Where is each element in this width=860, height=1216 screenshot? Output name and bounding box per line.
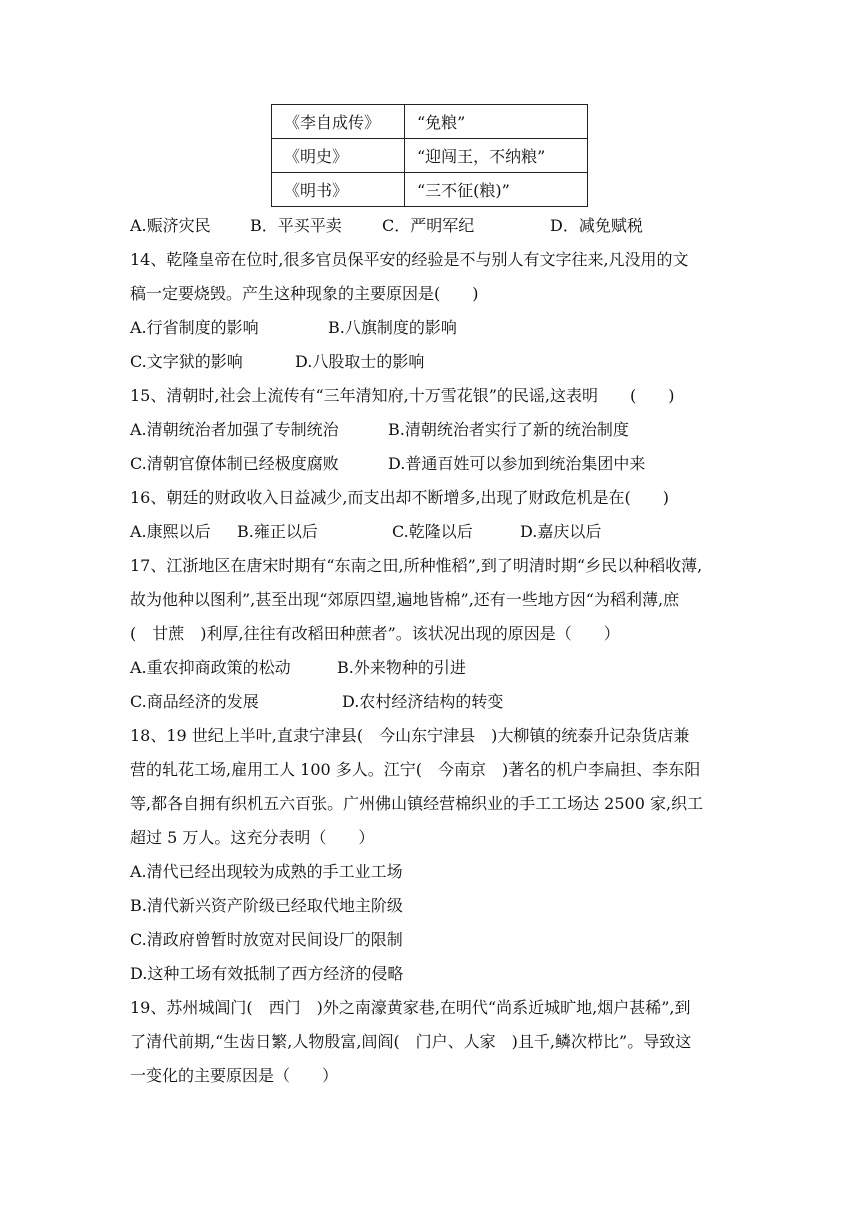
q16-option-a: A.康熙以后 [130,522,211,541]
q15-option-d: D.普通百姓可以参加到统治集团中来 [388,454,646,473]
q17-option-a: A.重农抑商政策的松动 [130,658,291,677]
q15-option-c: C.清朝官僚体制已经极度腐败 [130,454,339,473]
q13-option-c: C．严明军纪 [382,216,475,235]
q16-options [130,522,601,542]
table-row [272,173,588,207]
q16-option-d: D.嘉庆以后 [520,522,602,541]
q16-option-b: B.雍正以后 [237,522,318,541]
q19-stem-line: 一变化的主要原因是（ ） [130,1066,339,1085]
q13-options [130,216,643,236]
q14-option-b: B.八旗制度的影响 [328,318,457,337]
q14-options [130,352,424,372]
q15-option-a: A.清朝统治者加强了专制统治 [130,420,339,439]
q18-stem-line: 营的轧花工场,雇用工人 100 多人。江宁( 今南京 )著名的机户李扁担、李东阳 [130,760,701,779]
q15-stem-line: 15、清朝时,社会上流传有“三年清知府,十万雪花银”的民谣,这表明 ( ) [130,386,675,405]
q13-option-d: D．减免赋税 [550,216,643,235]
q19-stem-line: 19、苏州城阊门( 西门 )外之南濠黄家巷,在明代“尚系近城旷地,烟户甚稀”,到 [130,998,691,1017]
source-table [271,104,588,207]
q14-options [130,318,457,338]
q16-stem-line: 16、朝廷的财政收入日益减少,而支出却不断增多,出现了财政危机是在( ) [130,488,670,507]
q18-option-a: A.清代已经出现较为成熟的手工业工场 [130,862,403,881]
q16-option-c: C.乾隆以后 [392,522,473,541]
q13-option-b: B．平买平卖 [250,216,342,235]
table-row [272,105,588,139]
q15-options [130,454,645,474]
table-cell-source: 《李自成传》 [272,105,405,139]
table-cell-source: 《明史》 [272,139,405,173]
q18-stem-line: 超过 5 万人。这充分表明（ ） [130,828,375,847]
q14-option-c: C.文字狱的影响 [130,352,243,371]
q15-options [130,420,629,440]
q18-option-b: B.清代新兴资产阶级已经取代地主阶级 [130,896,403,915]
q14-stem-line: 稿一定要烧毁。产生这种现象的主要原因是( ) [130,284,479,303]
q18-option-d: D.这种工场有效抵制了西方经济的侵略 [130,964,404,983]
table-cell-quote: “迎闯王，不纳粮” [405,139,588,173]
table-cell-source: 《明书》 [272,173,405,207]
q14-stem-line: 14、乾隆皇帝在位时,很多官员保平安的经验是不与别人有文字往来,凡没用的文 [130,250,689,269]
q13-option-a: A.赈济灾民 [130,216,211,235]
q15-option-b: B.清朝统治者实行了新的统治制度 [388,420,629,439]
q19-stem-line: 了清代前期,“生齿日繁,人物殷富,闾阎( 门户、人家 )且千,鳞次栉比”。导致这 [130,1032,692,1051]
table-row [272,139,588,173]
table-cell-quote: “免粮” [405,105,588,139]
q18-stem-line: 18、19 世纪上半叶,直隶宁津县( 今山东宁津县 )大柳镇的统泰升记杂货店兼 [130,726,690,745]
q17-stem-line: 17、江浙地区在唐宋时期有“东南之田,所种惟稻”,到了明清时期“乡民以种稻收薄, [130,556,703,575]
q17-option-c: C.商品经济的发展 [130,692,259,711]
q17-option-b: B.外来物种的引进 [337,658,466,677]
q14-option-a: A.行省制度的影响 [130,318,259,337]
q17-stem-line: 故为他种以图利”,甚至出现“郊原四望,遍地皆棉”,还有一些地方因“为稻利薄,庶 [130,590,680,609]
q18-option-c: C.清政府曾暂时放宽对民间设厂的限制 [130,930,403,949]
q17-stem-line: ( 甘蔗 )利厚,往往有改稻田种蔗者”。该状况出现的原因是（ ） [130,624,620,643]
table-cell-quote: “三不征(粮)” [405,173,588,207]
q17-options [130,658,466,678]
q14-option-d: D.八股取士的影响 [295,352,425,371]
q18-stem-line: 等,都各自拥有织机五六百张。广州佛山镇经营棉织业的手工工场达 2500 家,织工 [130,794,704,813]
q17-option-d: D.农村经济结构的转变 [342,692,504,711]
q17-options [130,692,503,712]
